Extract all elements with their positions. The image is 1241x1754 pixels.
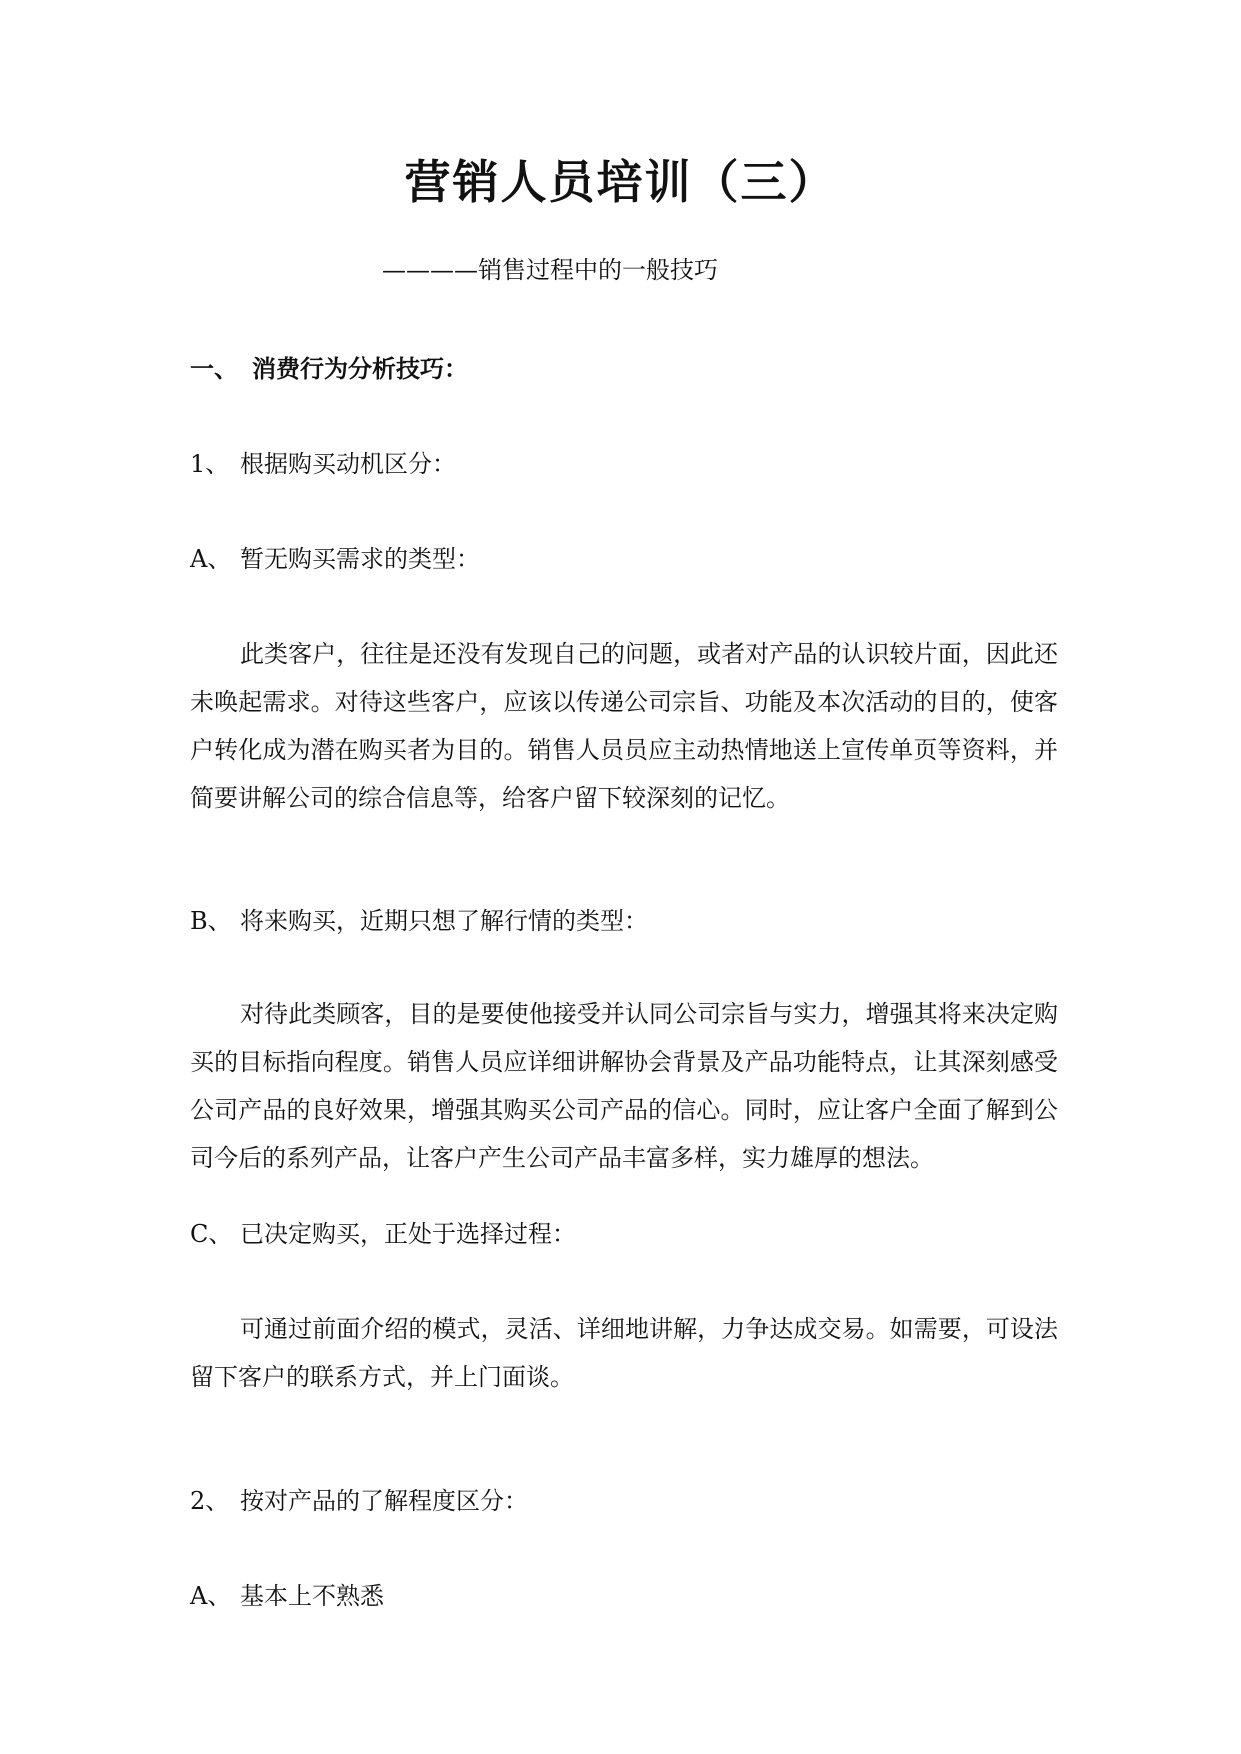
point-label: 根据购买动机区分： — [240, 450, 456, 478]
subitem-mark: A、 — [190, 545, 232, 573]
subitem-heading — [190, 542, 480, 576]
point-number: 2、 — [190, 1487, 230, 1515]
point-heading — [190, 447, 456, 481]
subitem-mark: C、 — [190, 1220, 233, 1248]
document-subtitle: ————销售过程中的一般技巧 — [382, 256, 718, 284]
body-paragraph: 此类客户，往往是还没有发现自己的问题，或者对产品的认识较片面，因此还未唤起需求。对待这些客户，应该以传递公司宗旨、功能及本次活动的目的，使客户转化成为潜在购买者为目的。销售人员员应主动热情地送上宣传单页等资料，并简要讲解公司的综合信息等，给客户留下较深刻的记忆。 — [190, 640, 1058, 812]
subitem-mark: B、 — [190, 907, 232, 935]
subitem-label: 暂无购买需求的类型： — [240, 545, 480, 573]
section-number: 一、 — [190, 354, 238, 383]
subitem-heading — [190, 1217, 576, 1251]
subitem-heading — [190, 1579, 384, 1613]
subitem-heading — [190, 904, 648, 938]
document-title: 营销人员培训（三） — [404, 155, 837, 209]
section-heading — [190, 352, 468, 386]
subitem-label: 已决定购买，正处于选择过程： — [240, 1220, 576, 1248]
point-heading — [190, 1484, 528, 1518]
subitem-mark: A、 — [190, 1582, 232, 1610]
point-number: 1、 — [190, 450, 230, 478]
section-label: 消费行为分析技巧： — [252, 354, 468, 383]
point-label: 按对产品的了解程度区分： — [240, 1487, 528, 1515]
subitem-label: 基本上不熟悉 — [240, 1582, 384, 1610]
body-paragraph: 可通过前面介绍的模式，灵活、详细地讲解，力争达成交易。如需要，可设法留下客户的联系方式，并上门面谈。 — [190, 1315, 1058, 1391]
body-paragraph: 对待此类顾客，目的是要使他接受并认同公司宗旨与实力，增强其将来决定购买的目标指向程度。销售人员应详细讲解协会背景及产品功能特点，让其深刻感受公司产品的良好效果，增强其购买公司产品的信心。同时，应让客户全面了解到公司今后的系列产品，让客户产生公司产品丰富多样，实力雄厚的想法。 — [190, 1000, 1058, 1172]
subitem-label: 将来购买，近期只想了解行情的类型： — [240, 907, 648, 935]
